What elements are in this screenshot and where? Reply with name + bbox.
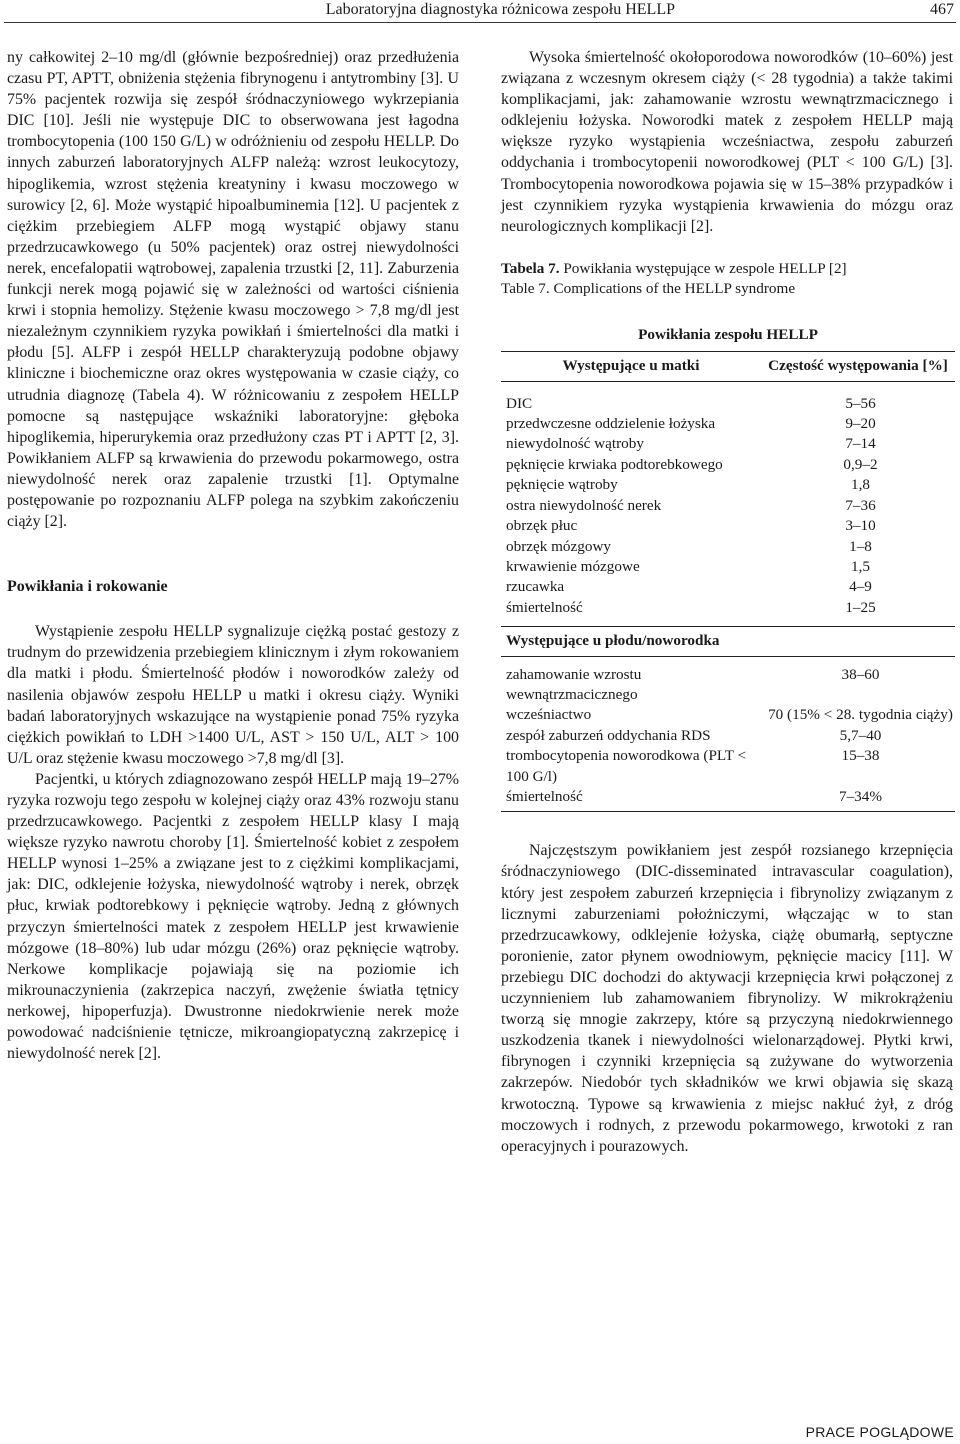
frequency-value: 3–10: [845, 517, 876, 535]
table-row: [501, 434, 955, 454]
table-row: [501, 475, 955, 495]
table-row: [501, 516, 955, 536]
running-title: Laboratoryjna diagnostyka różnicowa zespołu HELLP: [325, 1, 675, 18]
complication-name: obrzęk mózgowy: [506, 537, 612, 555]
page-number: 467: [930, 1, 954, 18]
complication-name: niewydolność wątroby: [506, 435, 644, 453]
right-paragraph-1: Wysoka śmiertelność okołoporodowa noworodków (10–60%) jest związana z wczesnym okresem ciąży (< 28 tygodnia) a także takimi komplikacjami, jak: zahamowanie wzrostu wewnątrzmacicznego i odklejeniu łożyska. Noworodki matek z zespołem HELLP mają większe ryzyko wystąpienia wcześniactwa, zespołu zaburzeń oddychania i trombocytopenii noworodkowej (PLT < 100 G/L) [3]. Trombocytopenia noworodkowa pojawia się w 15–38% przypadków i jest czynnikiem ryzyka wystąpienia krwawienia do mózgu oraz neurologicznych komplikacji [2].: [501, 49, 953, 235]
frequency-value: 7–36: [845, 496, 876, 514]
complication-name: pęknięcie wątroby: [506, 476, 618, 494]
frequency-value: 1,5: [851, 557, 870, 575]
table-header-row: [501, 352, 955, 381]
right-column: [501, 47, 953, 1157]
page-header: [0, 0, 960, 30]
table-row: [501, 705, 955, 725]
fetal-rows: [501, 665, 955, 813]
table-row: [501, 726, 955, 746]
complication-name: krwawienie mózgowe: [506, 557, 640, 575]
table-row: [501, 414, 955, 434]
frequency-value: 15–38: [841, 747, 880, 765]
footer-section-label: PRACE POGLĄDOWE: [805, 1424, 954, 1440]
complications-table: [501, 325, 955, 813]
table-row: [501, 598, 955, 618]
complication-name: rzucawka: [506, 578, 565, 596]
complication-name: przedwczesne oddzielenie łożyska: [506, 415, 716, 433]
complication-name: śmiertelność: [506, 598, 583, 616]
complication-name: DIC: [506, 394, 533, 412]
table-caption-text: Powikłania występujące w zespole HELLP [2]: [563, 259, 847, 277]
complication-name: obrzęk płuc: [506, 517, 578, 535]
frequency-value: 5–56: [845, 394, 876, 412]
complication-name: zahamowanie wzrostu wewnątrzmacicznego: [506, 665, 642, 703]
frequency-value: 1–25: [845, 598, 876, 616]
left-column: [7, 47, 459, 1064]
left-paragraph-1: ny całkowitej 2–10 mg/dl (głównie bezpośredniej) oraz przedłużenia czasu PT, APTT, obniżenia stężenia fibrynogenu i antytrombiny [3]. U 75% pacjentek rozwija się zespół śródnaczyniowego wykrzepiania DIC [10]. Jeśli nie występuje DIC to obserwowana jest łagodna trombocytopenia (100 150 G/L) w odróżnieniu od zespołu HELLP. Do innych zaburzeń laboratoryjnych ALFP należą: wzrost leukocytozy, hipoglikemia, wzrost stężenia kreatyniny i kwasu moczowego w surowicy [2, 6]. Może wystąpić hipoalbuminemia [12]. U pacjentek z ciężkim przebiegiem ALFP mogą wystąpić objawy stanu przedrzucawkowego (u 50% pacjentek) oraz ostrej niewydolności nerek, encefalopatii wątrobowej, zapalenia trzustki [2, 11]. Zaburzenia funkcji nerek mogą pojawić się w zależności od wartości ciśnienia krwi i stopnia hemolizy. Stężenie kwasu moczowego > 7,8 mg/dl jest niezależnym czynnikiem ryzyka powikłań i śmiertelności dla matki i płodu [5]. ALFP i zespół HELLP charakteryzują podobne objawy kliniczne i biochemiczne oraz okres występowania w czasie ciąży, co utrudnia diagnozę (Tabela 4). W różnicowaniu z zespołem HELLP pomocne są następujące wskaźniki laboratoryjne: głęboka hipoglikemia, hiperurykemia oraz przedłużony czas PT i APTT [2, 3]. Powikłaniem ALFP są krwawienia do przewodu pokarmowego, ostra niewydolność nerek oraz zapalenie trzustki [1]. Optymalne postępowanie po rozpoznaniu ALFP polega na szybkim zakończeniu ciąży [2].: [7, 49, 459, 531]
header-rule: [4, 22, 956, 23]
frequency-value: 1–8: [849, 537, 872, 555]
table-row: [501, 665, 955, 706]
table-row: [501, 746, 955, 787]
complication-name: zespół zaburzeń oddychania RDS: [506, 726, 711, 744]
table-super-header: Powikłania zespołu HELLP: [501, 325, 955, 352]
complication-name: trombocytopenia noworodkowa (PLT < 100 G/l): [506, 747, 747, 785]
mother-rows: [501, 382, 955, 618]
col-header-mother: Występujące u matki: [562, 357, 700, 375]
right-paragraph-2: Najczęstszym powikłaniem jest zespół rozsianego krzepnięcia śródnaczyniowego (DIC-disseminated intravascular coagulation), który jest zespołem zaburzeń krzepnięcia i fibrynolizy związanym z licznymi zaburzeniami położniczymi, włączając w to stan przedrzucawkowy, odklejenie łożyska, ciążę obumarłą, septyczne poronienie, zator płynem owodniowym, pęknięcie macicy [11]. W przebiegu DIC dochodzi do aktywacji krzepnięcia krwi połączonej z uczynnieniem lub zahamowaniem fibrynolizy. W mikrokrążeniu tworzą się mnogie zakrzepy, które są przyczyną niedokrwiennego uszkodzenia tkanek i niewydolności wielonarządowej. Płytki krwi, fibrynogen i czynniki krzepnięcia są zużywane do wytworzenia zakrzepów. Niedobór tych składników we krwi objawia się skazą krwotoczną. Typowe są krwawienia z miejsc nakłuć żył, z dróg moczowych i rodnych, z przewodu pokarmowego, krwotoki z ran operacyjnych i pourazowych.: [501, 842, 953, 1155]
table-row: [501, 537, 955, 557]
table-caption-en: Table 7. Complications of the HELLP syndrome: [501, 279, 796, 297]
col-header-frequency: Częstość występowania [%]: [768, 357, 948, 375]
table-row: [501, 787, 955, 807]
fetal-heading: Występujące u płodu/noworodka: [501, 626, 955, 656]
table-row: [501, 455, 955, 475]
frequency-value: 9–20: [845, 415, 876, 433]
frequency-value: 0,9–2: [843, 455, 878, 473]
frequency-value: 7–34%: [838, 787, 883, 805]
frequency-value: 38–60: [841, 665, 880, 683]
section-heading: Powikłania i rokowanie: [7, 578, 168, 596]
complication-name: wcześniactwo: [506, 706, 592, 724]
table-row: [501, 577, 955, 597]
frequency-value: 5,7–40: [839, 726, 882, 744]
table-caption-number: Tabela 7.: [501, 259, 560, 277]
table-caption: [501, 259, 953, 279]
frequency-value: 1,8: [851, 476, 870, 494]
complication-name: ostra niewydolność nerek: [506, 496, 662, 514]
table-row: [501, 557, 955, 577]
left-paragraph-3: Pacjentki, u których zdiagnozowano zespół HELLP mają 19–27% ryzyka rozwoju tego zespołu w kolejnej ciąży oraz 43% rozwoju stanu przedrzucawkowego. Pacjentki z zespołem HELLP klasy I mają większe ryzyko nawrotu choroby [1]. Śmiertelność kobiet z zespołem HELLP wynosi 1–25% a związane jest to z ciężkimi komplikacjami, jak: DIC, odklejenie łożyska, niewydolność wątroby i nerek, obrzęk płuc, krwiak podtorebkowy i pęknięcie wątroby. Jedną z głównych przyczyn śmiertelności matek z zespołem HELLP jest krwawienie mózgowe (18–80%) lub udar mózgu (26%) oraz pęknięcie wątroby. Nerkowe komplikacje pojawiają się na poziomie ich mikrounaczynienia (zakrzepica naczyń, zwężenie światła tętnicy nerkowej, hipoperfuzja). Dwustronne niedokrwienie nerek może powodować nadciśnienie tętnicze, mikroangiopatyczną zakrzepicę i niewydolność nerek [2].: [7, 770, 459, 1063]
complication-name: śmiertelność: [506, 787, 583, 805]
table-row: [501, 496, 955, 516]
frequency-value: 7–14: [845, 435, 876, 453]
table-row: [501, 394, 955, 414]
frequency-value: 4–9: [849, 578, 872, 596]
complication-name: pęknięcie krwiaka podtorebkowego: [506, 455, 723, 473]
frequency-value: 70 (15% < 28. tygodnia ciąży): [768, 706, 953, 724]
left-paragraph-2: Wystąpienie zespołu HELLP sygnalizuje ciężką postać gestozy z trudnym do przewidzenia przebiegiem klinicznym i złym rokowaniem dla matki i płodu. Śmiertelność płodów i noworodków zależy od nasilenia objawów zespołu HELLP u matki i okresu ciąży. Wyniki badań laboratoryjnych wskazujące na wystąpienie ponad 75% ryzyka ciężkich powikłań to LDH >1400 U/L, AST > 150 U/L, ALT > 100 U/L oraz stężenie kwasu moczowego >7,8 mg/dl [3].: [7, 623, 459, 767]
